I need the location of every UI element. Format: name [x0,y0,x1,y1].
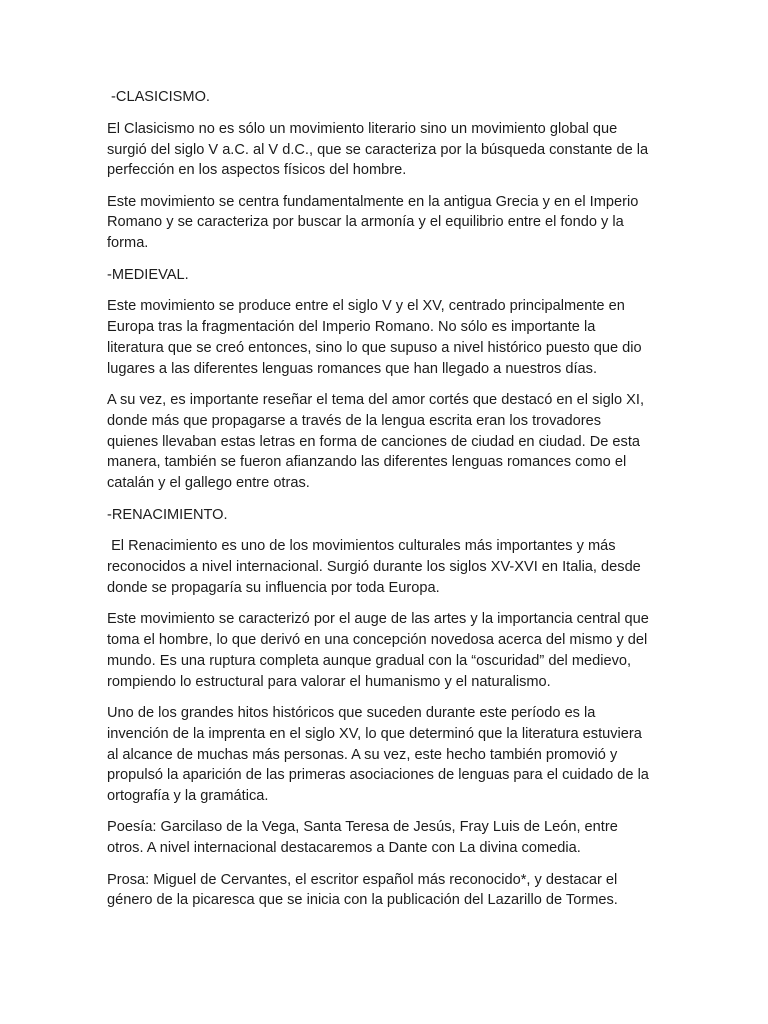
paragraph-renacimiento-artes: Este movimiento se caracterizó por el auge de las artes y la importancia central que toma el hombre, lo que derivó en una concepción novedosa acerca del mismo y del mundo. Es una ruptura completa aunque gradual con la “oscuridad” del medievo, rompiendo lo estructural para valorar el humanismo y el naturalismo. [107,611,649,690]
heading-renacimiento: -RENACIMIENTO. [107,506,228,523]
heading-clasicismo: -CLASICISMO. [107,89,210,105]
paragraph-prosa: Prosa: Miguel de Cervantes, el escritor español más reconocido*, y destacar el género de la picaresca que se inicia con la publicación del Lazarillo de Tormes. [107,871,618,909]
paragraph-renacimiento-imprenta: Uno de los grandes hitos históricos que suceden durante este período es la invención de la imprenta en el siglo XV, lo que determinó que la literatura estuviera al alcance de muchas más personas. A su vez, este hecho también promovió y propulsó la aparición de las primeras asociaciones de lenguas para el cuidado de la ortografía y la gramática. [107,704,649,805]
paragraph-clasicismo-definition: El Clasicismo no es sólo un movimiento literario sino un movimiento global que surgió del siglo V a.C. al V d.C., que se caracteriza por la búsqueda constante de la perfección en los aspectos físicos del hombre. [107,120,649,179]
paragraph-medieval-context: Este movimiento se produce entre el siglo V y el XV, centrado principalmente en Europa tras la fragmentación del Imperio Romano. No sólo es importante la literatura que se creó entonces, sino lo que supuso a nivel histórico puesto que dio lugares a las diferentes lenguas romances que han llegado a nuestros días. [107,298,642,377]
heading-medieval: -MEDIEVAL. [107,266,189,283]
paragraph-clasicismo-focus: Este movimiento se centra fundamentalmente en la antigua Grecia y en el Imperio Romano y se caracteriza por buscar la armonía y el equilibrio entre el fondo y la forma. [107,193,639,252]
paragraph-renacimiento-intro: El Renacimiento es uno de los movimientos culturales más importantes y más reconocidos a nivel internacional. Surgió durante los siglos XV-XVI en Italia, desde donde se propagaría su influencia por toda Europa. [107,538,645,596]
paragraph-poesia: Poesía: Garcilaso de la Vega, Santa Teresa de Jesús, Fray Luis de León, entre otros. A nivel internacional destacaremos a Dante con La divina comedia. [107,819,618,857]
paragraph-medieval-amor-cortes: A su vez, es importante reseñar el tema del amor cortés que destacó en el siglo XI, donde más que propagarse a través de la lengua escrita eran los trovadores quienes llevaban estas letras en forma de canciones de ciudad en ciudad. De esta manera, también se fueron afianzando las diferentes lenguas romances como el catalán y el gallego entre otras. [107,392,645,492]
document-page [107,87,655,922]
